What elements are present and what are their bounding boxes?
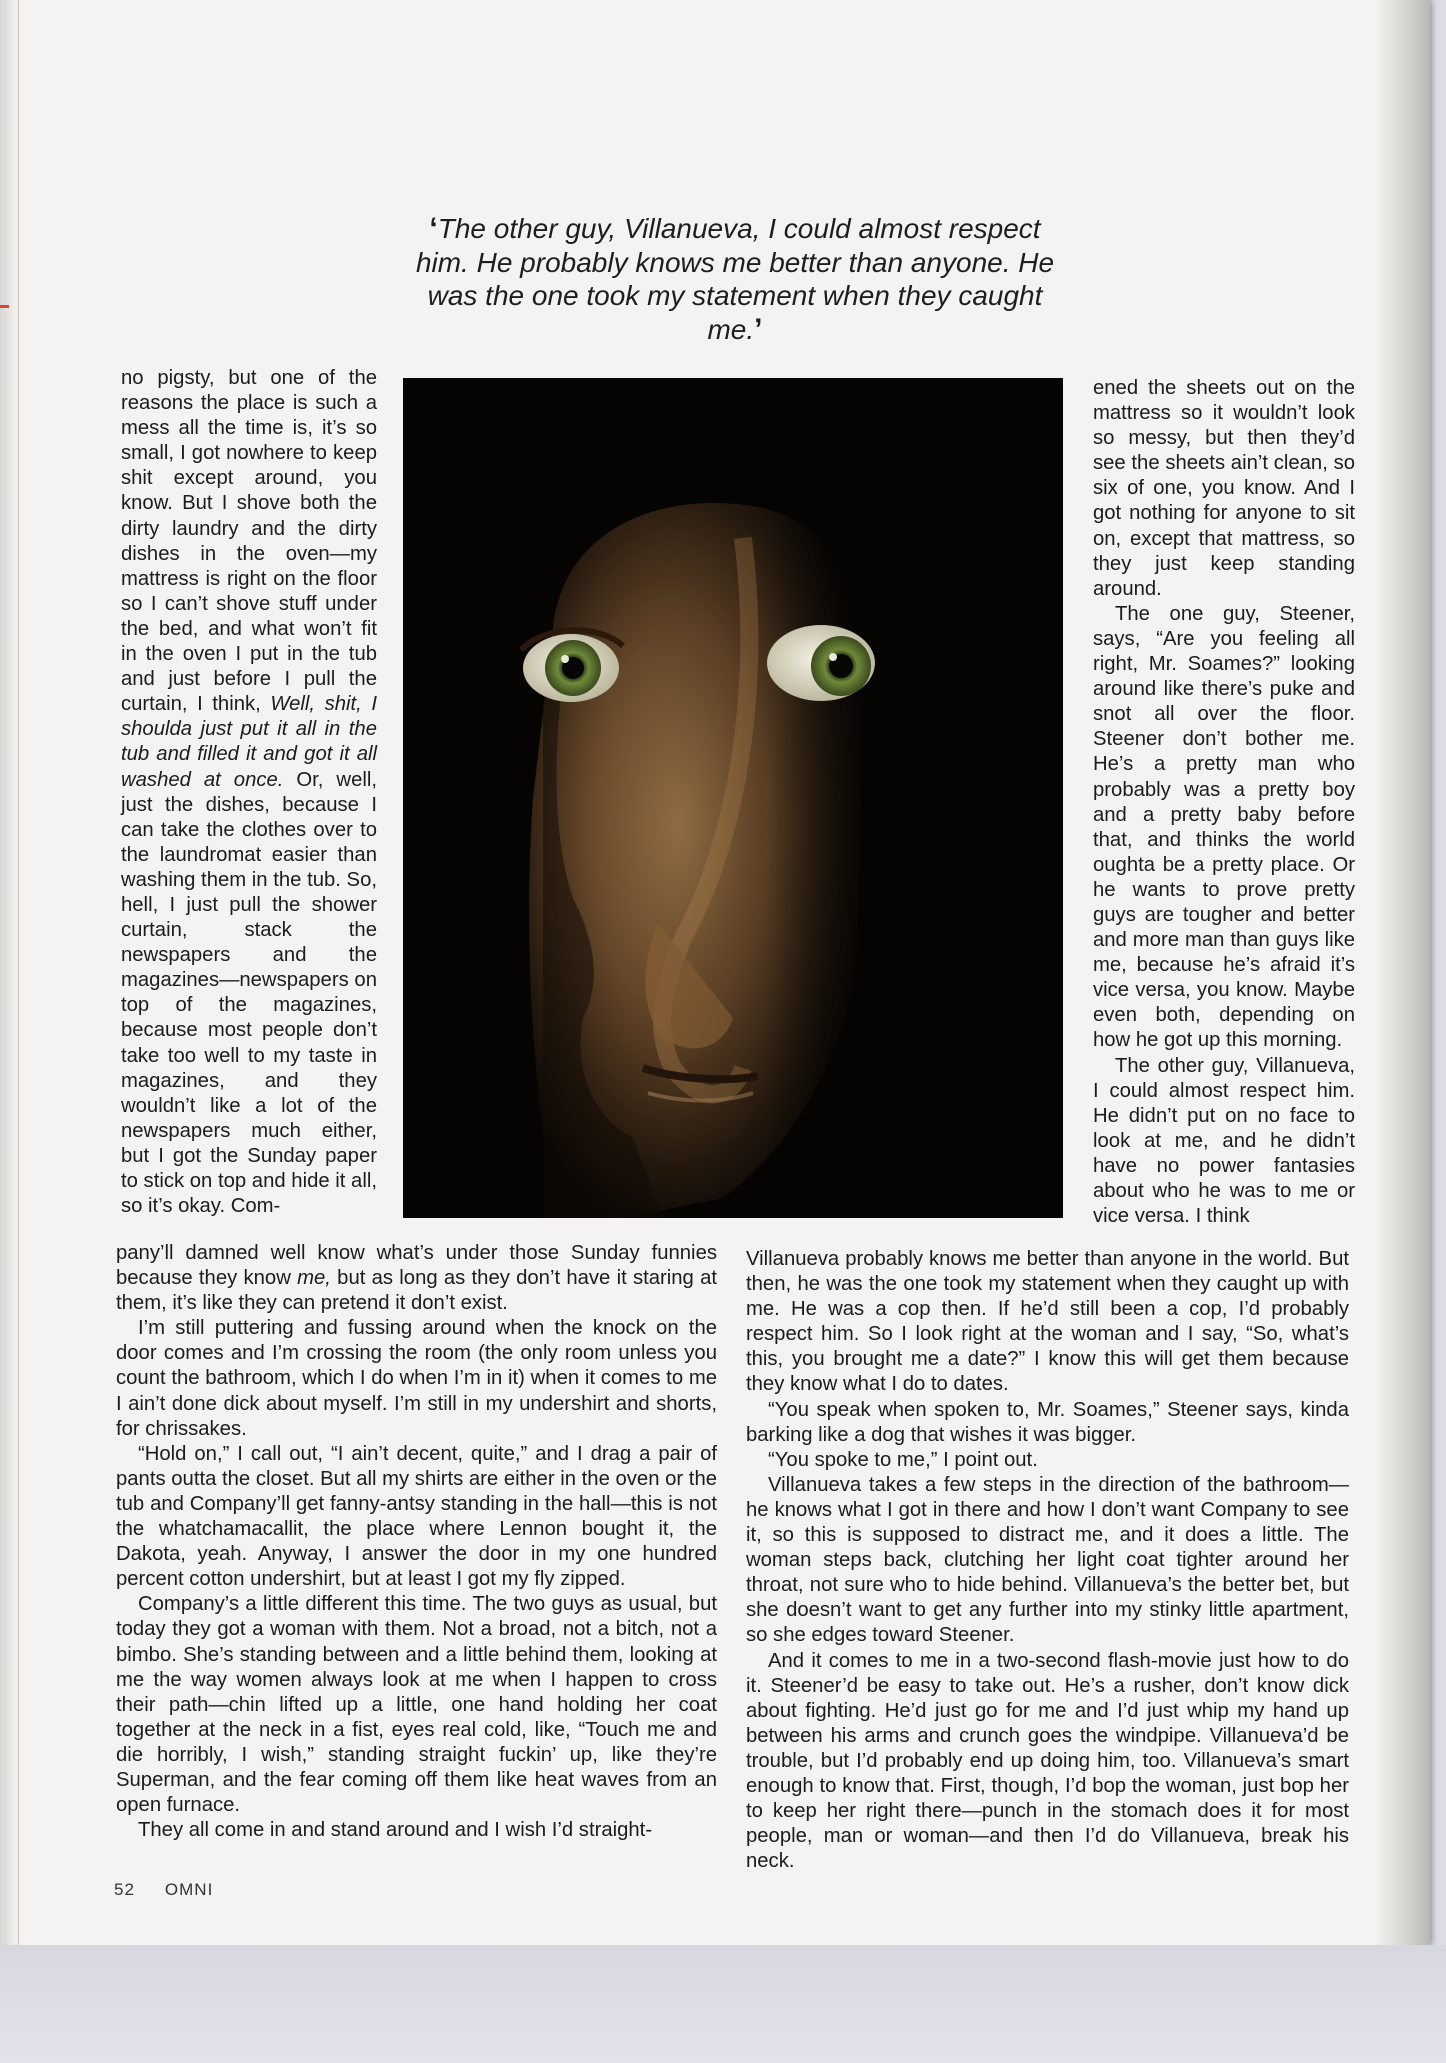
column-left-upper	[121, 366, 377, 1219]
paragraph: “You speak when spoken to, Mr. Soames,” Steener says, kinda barking like a dog that wishes it was bigger.	[746, 1398, 1349, 1446]
paragraph: Villanueva probably knows me better than anyone in the world. But then, he was the one took my statement when they caught up with me. He was a cop then. If he’d still been a cop, I’d probably respect him. So I look right at the woman and I say, “So, what’s this, you brought me a date?” I know this will get them because they know what I do to dates.	[746, 1248, 1349, 1396]
page-spine	[0, 0, 19, 1945]
gutter-shadow	[1375, 0, 1430, 1945]
paragraph: The other guy, Villanueva, I could almost respect him. He didn’t put on no face to look at me, and he didn’t have no power fantasies about who he was to me or vice versa. I think	[1093, 1054, 1355, 1228]
illustration-face-in-shadow	[403, 378, 1063, 1218]
paragraph: ened the sheets out on the mattress so it wouldn’t look so messy, but then they’d see the sheets ain’t clean, so six of one, you know. And I got nothing for anyone to sit on, except that mattress, so they just keep standing around.	[1093, 377, 1355, 600]
paragraph: pany’ll damned well know what’s under those Sunday funnies because they know me, but as long as they don’t have it staring at them, it’s like they can pretend it don’t exist.	[116, 1242, 717, 1315]
paragraph: They all come in and stand around and I wish I’d straight-	[138, 1819, 653, 1842]
paragraph: And it comes to me in a two-second flash-movie just how to do it. Steener’d be easy to take out. He’s a rusher, don’t know dick about fighting. He’d just go for me and I’d just whip my hand up between his arms and crunch goes the windpipe. Villanueva’d be trouble, but I’d probably end up doing him, too. Villanueva’s smart enough to know that. First, though, I’d bop the woman, just bop her to keep her right there—punch in the stomach does it for most people, man or woman—and then I’d do Villanueva, break his neck.	[746, 1649, 1349, 1873]
paragraph: “Hold on,” I call out, “I ain’t decent, quite,” and I drag a pair of pants outta the closet. But all my shirts are either in the oven or the tub and Company’ll get fanny-antsy standing in the hall—this is not the whatchamacallit, the place where Lennon bought it, the Dakota, yeah. Anyway, I answer the door in my one hundred percent cotton undershirt, but at least I got my fly zipped.	[116, 1442, 717, 1591]
paragraph: “You spoke to me,” I point out.	[768, 1448, 1038, 1471]
pull-quote	[400, 212, 1070, 346]
scan-background	[0, 1945, 1446, 2063]
paragraph: I’m still puttering and fussing around when the knock on the door comes and I’m crossing the room (the only room unless you count the bathroom, which I do when I’m in it) when it comes to me I ain’t done dick about myself. I’m still in my undershirt and shorts, for chrissakes.	[116, 1317, 717, 1440]
page-number: 52	[114, 1880, 135, 1899]
binding-mark	[0, 305, 9, 308]
paragraph: Villanueva takes a few steps in the direction of the bathroom—he knows what I got in there and how I don’t want Company to see it, so this is supposed to distract me, and it does a little. The woman steps back, clutching her light coat tighter around her throat, not sure who to hide behind. Villanueva’s the better bet, but she doesn’t want to get any further into my stinky little apartment, so she edges toward Steener.	[746, 1473, 1349, 1647]
paragraph: The one guy, Steener, says, “Are you feeling all right, Mr. Soames?” looking around like there’s puke and snot all over the floor. Steener don’t bother me. He’s a pretty man who probably was a pretty boy and a pretty baby before that, and thinks the world oughta be a pretty place. Or he wants to prove pretty guys are tougher and better and more man than guys like me, because he’s afraid it’s vice versa, you know. Maybe even both, depending on how he got up this morning.	[1093, 602, 1355, 1052]
face-illustration	[403, 378, 1063, 1218]
column-right-upper	[1093, 376, 1355, 1229]
magazine-name: OMNI	[164, 1880, 214, 1899]
paragraph: Company’s a little different this time. The two guys as usual, but today they got a woman with them. Not a broad, not a bitch, not a bimbo. She’s standing between and a little behind them, looking at me the way women always look at me when I happen to cross their path—chin lifted up a little, one hand holding her coat together at the neck in a fist, eyes real cold, like, “Touch me and die horribly, I wish,” standing straight fuckin’ up, like they’re Superman, and the fear coming off them like heat waves from an open furnace.	[116, 1593, 717, 1817]
page-folio	[114, 1880, 243, 1900]
pull-quote-open-mark: ‘	[429, 212, 438, 245]
column-left-lower	[116, 1241, 717, 1843]
pull-quote-text: The other guy, Villanueva, I could almost respect him. He probably knows me better than anyone. He was the one took my statement when they caught me.	[415, 213, 1055, 345]
column-right-lower	[746, 1247, 1349, 1874]
pull-quote-close-mark: ’	[754, 312, 763, 346]
paragraph: no pigsty, but one of the reasons the place is such a mess all the time is, it’s so small, I got nowhere to keep shit except around, you know. But I shove both the dirty laundry and the dirty dishes in the oven—my mattress is right on the floor so I can’t shove stuff under the bed, and what won’t fit in the oven I put in the tub and just before I pull the curtain, I think, Well, shit, I shoulda just put it all in the tub and filled it and got it all washed at once. Or, well, just the dishes, because I can take the clothes over to the laundromat easier than washing them in the tub. So, hell, I just pull the shower curtain, stack the newspapers and the magazines—newspapers on top of the magazines, because most people don’t take too well to my taste in magazines, and they wouldn’t like a lot of the newspapers much either, but I got the Sunday paper to stick on top and hide it all, so it’s okay. Com-	[121, 367, 378, 1218]
